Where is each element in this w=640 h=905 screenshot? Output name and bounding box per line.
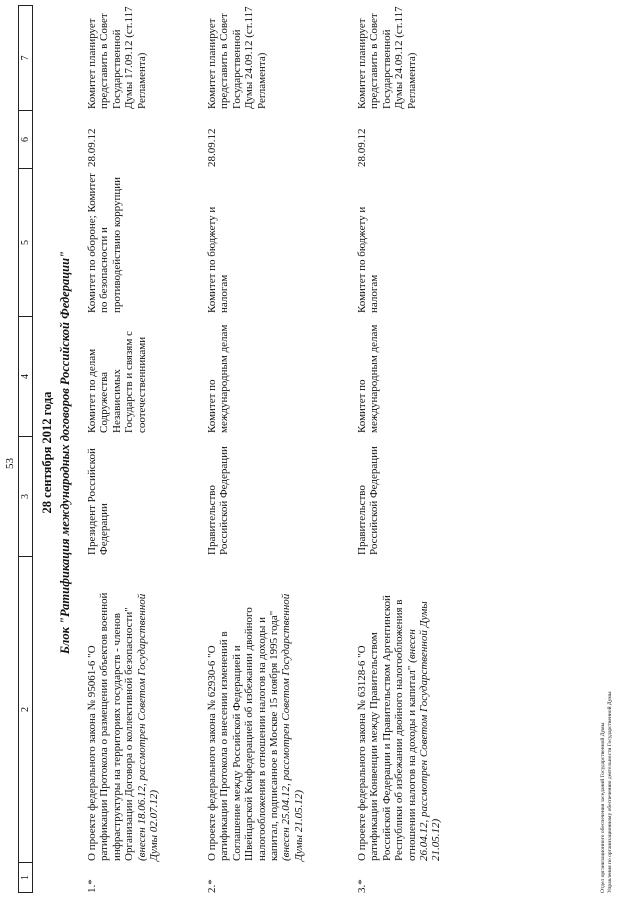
initiator: Правительство Российской Федерации [206, 446, 231, 555]
responsible-committee: Комитет по международным делам [206, 324, 231, 433]
responsible-committee: Комитет по делам Содружества Независимых Государств и связям с соотечественниками [86, 331, 148, 433]
co-committees: Комитет по бюджету и налогам [356, 206, 381, 313]
footer [600, 493, 614, 893]
row-number: 2.* [206, 879, 218, 893]
table-row [356, 6, 476, 893]
footer-line: Отдел организационного обеспечения заседаний Государственной Думы [600, 722, 606, 893]
review-date: 28.09.12 [86, 128, 98, 167]
page-number: 53 [4, 458, 16, 469]
row-number: 1.* [86, 879, 98, 893]
review-date: 28.09.12 [356, 128, 368, 167]
remark: Комитет планирует представить в Совет Государственной Думы 17.09.12 (ст.117 Регламента) [86, 6, 148, 109]
initiator: Президент Российской Федерации [86, 448, 111, 555]
co-committees: Комитет по бюджету и налогам [206, 206, 231, 313]
bill-note: (внесен 25.04.12, рассмотрен Советом Государственной Думы 21.05.12) [280, 593, 305, 861]
co-committees: Комитет по обороне; Комитет по безопасности и противодействию коррупции [86, 173, 123, 313]
bill-title: О проекте федерального закона № 62930-6 "О ратификации Протокола о внесении изменений в Соглашение между Российской Федерацией и Швейцарской Конфедерацией об избежании двойного налогообложения в отношении налогов на доходы и капитал, подписанное в Москве 15 ноября 1995 года" [206, 607, 281, 861]
column-number: 2 [19, 557, 33, 863]
column-number: 6 [19, 111, 33, 169]
column-number: 4 [19, 317, 33, 437]
bill-description [86, 586, 160, 861]
block-title: Блок "Ратификация международных договоров Российской Федерации" [58, 251, 72, 655]
column-number: 3 [19, 437, 33, 557]
column-header-table [18, 5, 33, 893]
bill-description [356, 586, 443, 861]
row-number: 3.* [356, 879, 368, 893]
remark: Комитет планирует представить в Совет Государственной Думы 24.09.12 (ст.117 Регламента) [206, 6, 268, 109]
bill-title: О проекте федерального закона № 63128-6 "О ратификации Конвенции между Правительством Российской Федерации и Правительством Аргентинской Республики об избежании двойного налогообложения в отношении налогов на доходы и капитал" [356, 595, 418, 861]
initiator: Правительство Российской Федерации [356, 446, 381, 555]
date-title: 28 сентября 2012 года [40, 391, 54, 514]
table-row [86, 6, 206, 893]
bill-note: (внесен 18.06.12, рассмотрен Советом Государственной Думы 02.07.12) [135, 593, 161, 861]
review-date: 28.09.12 [206, 128, 218, 167]
responsible-committee: Комитет по международным делам [356, 324, 381, 433]
footer-line: Управления по организационному обеспечению деятельности Государственной Думы [607, 691, 613, 893]
column-number: 7 [19, 6, 33, 111]
remark: Комитет планирует представить в Совет Государственной Думы 24.09.12 (ст.117 Регламента) [356, 6, 418, 109]
bill-title: О проекте федерального закона № 95061-6 "О ратификации Протокола о размещении объектов военной инфраструктуры на территориях государств - членов Организации Договора о коллективной безопасности" [86, 592, 136, 861]
bill-note: (внесен 26.04.12, рассмотрен Советом Государственной Думы 21.05.12) [405, 601, 443, 861]
bill-description [206, 586, 305, 861]
column-number: 1 [19, 863, 33, 893]
column-number: 5 [19, 169, 33, 317]
table-row [206, 6, 346, 893]
